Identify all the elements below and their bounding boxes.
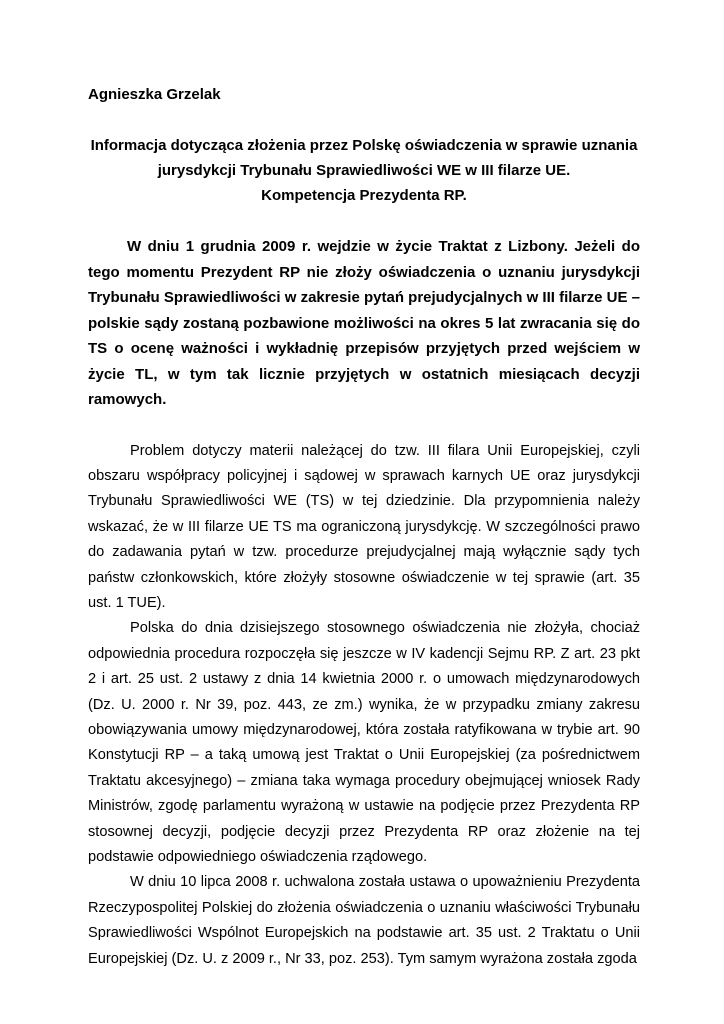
body-paragraph-2: Polska do dnia dzisiejszego stosownego oświadczenia nie złożyła, chociaż odpowiednia procedura rozpoczęła się jeszcze w IV kadencji Sejmu RP. Z art. 23 pkt 2 i art. 25 ust. 2 ustawy z dnia 14 kwietnia 2000 r. o umowach międzynarodowych (Dz. U. 2000 r. Nr 39, poz. 443, ze zm.) wynika, że w przypadku zmiany zakresu obowiązywania umowy międzynarodowej, która została ratyfikowana w trybie art. 90 Konstytucji RP – a taką umową jest Traktat o Unii Europejskiej (za pośrednictwem Traktatu akcesyjnego) – zmiana taka wymaga procedury obejmującej wniosek Rady Ministrów, zgodę parlamentu wyrażoną w ustawie na podjęcie przez Prezydenta RP stosownej decyzji, podjęcie decyzji przez Prezydenta RP oraz złożenie na tej podstawie odpowiedniego oświadczenia rządowego. — [88, 620, 640, 865]
body-paragraph-3: W dniu 10 lipca 2008 r. uchwalona została ustawa o upoważnieniu Prezydenta Rzeczypospolitej Polskiej do złożenia oświadczenia o uznaniu właściwości Trybunału Sprawiedliwości Wspólnot Europejskich na podstawie art. 35 ust. 2 Traktatu o Unii Europejskiej (Dz. U. z 2009 r., Nr 33, poz. 253). Tym samym wyrażona została zgoda — [88, 874, 640, 967]
document-page — [88, 82, 640, 972]
title-line-3: Kompetencja Prezydenta RP. — [261, 187, 467, 204]
body-paragraph-1: Problem dotyczy materii należącej do tzw. III filara Unii Europejskiej, czyli obszaru współpracy policyjnej i sądowej w sprawach karnych UE oraz jurysdykcji Trybunału Sprawiedliwości WE (TS) w tej dziedzinie. Dla przypomnienia należy wskazać, że w III filarze UE TS ma ograniczoną jurysdykcję. W szczególności prawo do zadawania pytań w tzw. procedurze prejudycjalnej mają wyłącznie sądy tych państw członkowskich, które złożyły stosowne oświadczenie w tej sprawie (art. 35 ust. 1 TUE). — [88, 442, 640, 611]
lead-paragraph: W dniu 1 grudnia 2009 r. wejdzie w życie Traktat z Lizbony. Jeżeli do tego momentu Prezydent RP nie złoży oświadczenia o uznaniu jurysdykcji Trybunału Sprawiedliwości w zakresie pytań prejudycjalnych w III filarze UE – polskie sądy zostaną pozbawione możliwości na okres 5 lat zwracania się do TS o ocenę ważności i wykładnię przepisów przyjętych przed wejściem w życie TL, w tym tak licznie przyjętych w ostatnich miesiącach decyzji ramowych. — [88, 238, 640, 408]
title-line-1: Informacja dotycząca złożenia przez Polskę oświadczenia w sprawie uznania — [90, 137, 638, 154]
document-title — [88, 133, 640, 208]
title-line-2: jurysdykcji Trybunału Sprawiedliwości WE w III filarze UE. — [157, 162, 571, 179]
author-name: Agnieszka Grzelak — [88, 86, 221, 103]
